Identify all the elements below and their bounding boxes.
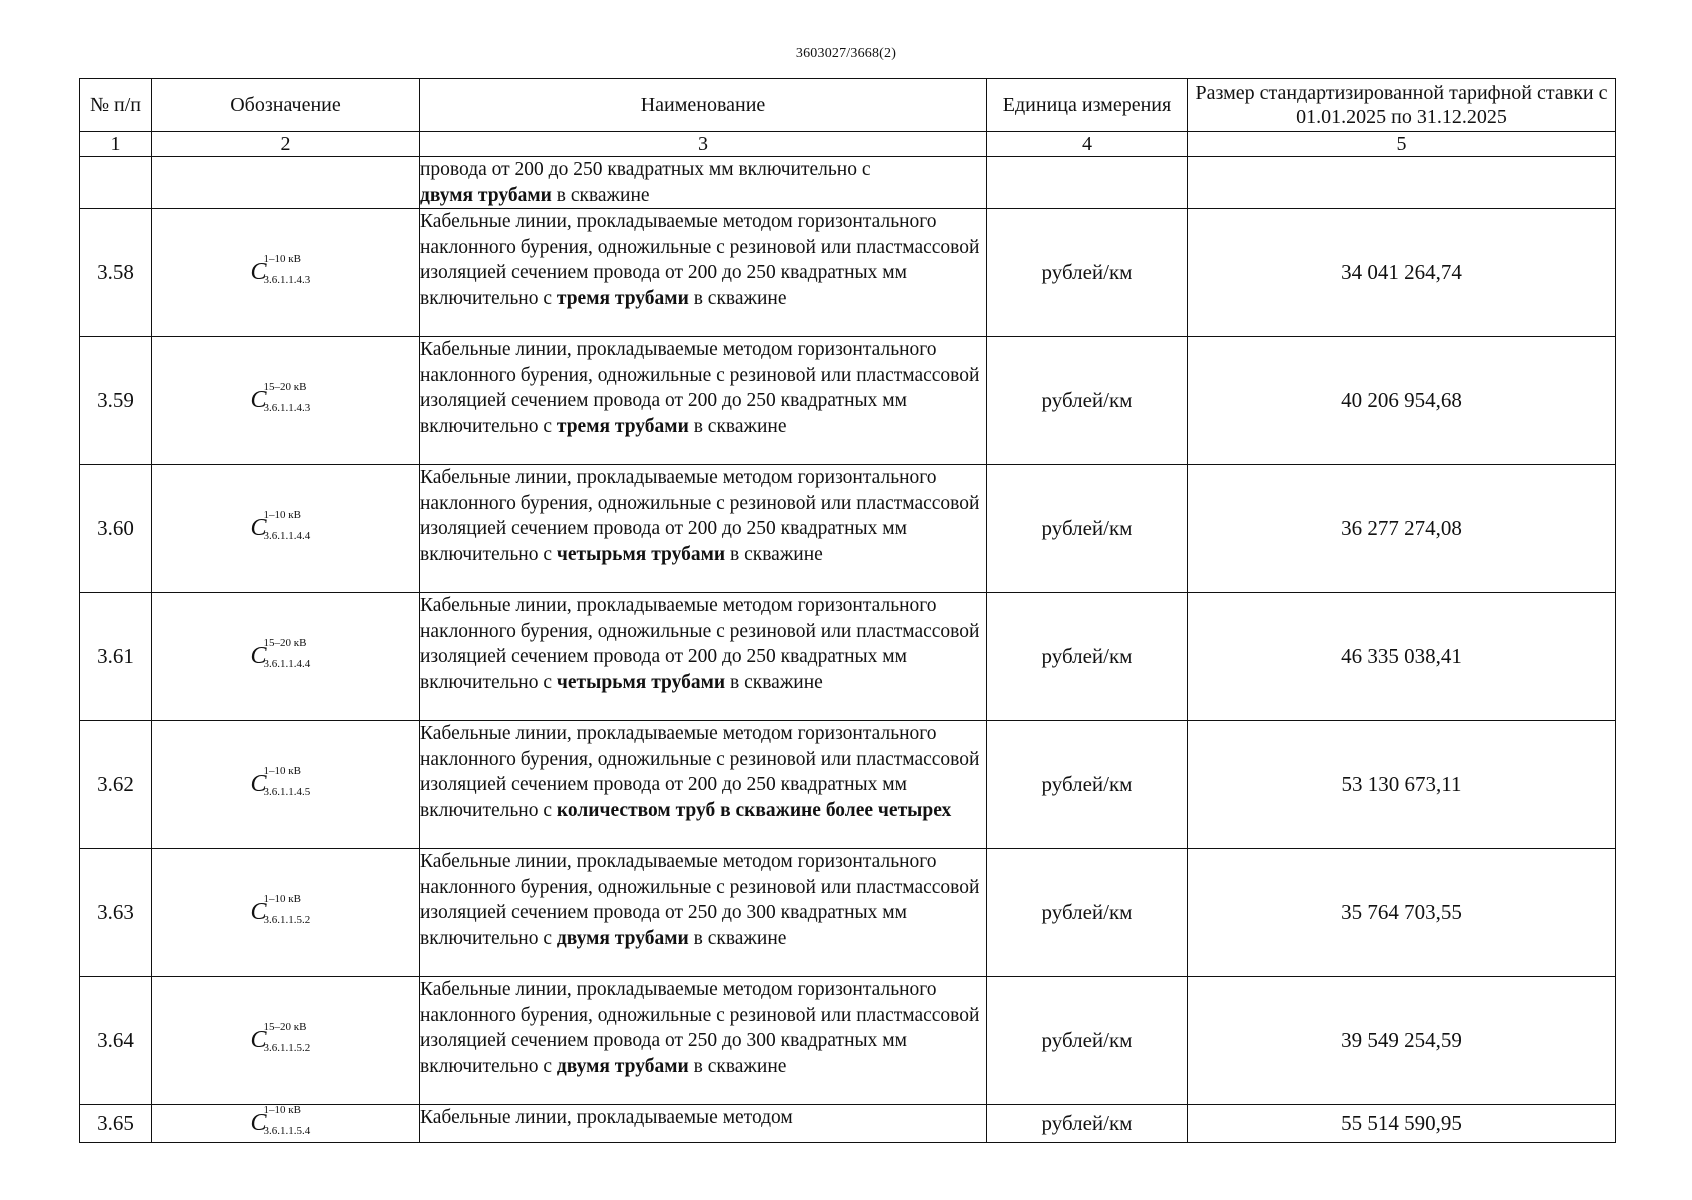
name-tail-text: в скважине — [688, 1055, 787, 1077]
designation-cell — [152, 593, 420, 721]
name-text: Кабельные линии, прокладываемые методом горизонтального наклонного бурения, одножильные с резиновой или пластмассовой изоляцией сечением провода от 250 до 300 квадратных мм включительно с — [420, 979, 980, 1077]
tariff-symbol — [250, 1021, 321, 1054]
tariff-symbol — [250, 765, 321, 798]
table-body — [80, 157, 1616, 1143]
name-text: Кабельные линии, прокладываемые методом — [420, 1107, 793, 1128]
name-cell — [420, 593, 987, 721]
row-number: 3.60 — [80, 465, 152, 593]
name-tail-text: в скважине — [688, 287, 787, 309]
name-tail-text: в скважине — [688, 927, 787, 949]
symbol-subscript: 3.6.1.1.4.4 — [263, 658, 311, 670]
designation-cell — [152, 209, 420, 337]
designation-cell — [152, 721, 420, 849]
symbol-superscript: 1–10 кВ — [263, 253, 301, 265]
unit-cell: рублей/км — [987, 337, 1188, 465]
header-number: № п/п — [80, 79, 152, 132]
row-number: 3.61 — [80, 593, 152, 721]
symbol-base: C — [250, 1027, 267, 1053]
symbol-subscript: 3.6.1.1.4.4 — [263, 530, 311, 542]
symbol-superscript: 15–20 кВ — [263, 1021, 307, 1033]
header-index-3: 3 — [420, 132, 987, 157]
unit-cell: рублей/км — [987, 209, 1188, 337]
tariff-symbol — [250, 509, 321, 542]
unit-cell: рублей/км — [987, 1105, 1188, 1143]
rate-value: 39 549 254,59 — [1188, 977, 1616, 1105]
unit-cell: рублей/км — [987, 465, 1188, 593]
name-text: Кабельные линии, прокладываемые методом горизонтального наклонного бурения, одножильные с резиновой или пластмассовой изоляцией сечением провода от 200 до 250 квадратных мм включительно с — [420, 467, 980, 565]
symbol-base: C — [250, 387, 267, 413]
symbol-superscript: 1–10 кВ — [263, 765, 301, 777]
table-row — [80, 721, 1616, 849]
name-text: Кабельные линии, прокладываемые методом горизонтального наклонного бурения, одножильные с резиновой или пластмассовой изоляцией сечением провода от 200 до 250 квадратных мм включительно с — [420, 211, 980, 309]
name-cell — [420, 337, 987, 465]
row-number: 3.59 — [80, 337, 152, 465]
name-bold-text: тремя трубами — [556, 415, 689, 437]
rate-value: 36 277 274,08 — [1188, 465, 1616, 593]
tariff-table — [79, 78, 1616, 1143]
header-index-4: 4 — [987, 132, 1188, 157]
symbol-subscript: 3.6.1.1.5.2 — [263, 1042, 311, 1054]
designation-cell — [152, 849, 420, 977]
name-cell — [420, 849, 987, 977]
unit-cell: рублей/км — [987, 593, 1188, 721]
symbol-superscript: 1–10 кВ — [263, 509, 301, 521]
row-number: 3.58 — [80, 209, 152, 337]
unit-cell: рублей/км — [987, 849, 1188, 977]
symbol-subscript: 3.6.1.1.5.2 — [263, 914, 311, 926]
tariff-symbol — [250, 381, 321, 414]
designation-cell — [152, 465, 420, 593]
table-row — [80, 209, 1616, 337]
symbol-base: C — [250, 643, 267, 669]
rate-value: 53 130 673,11 — [1188, 721, 1616, 849]
name-bold-text: двумя трубами — [556, 927, 689, 949]
table-header — [80, 79, 1616, 157]
name-tail-text: в скважине — [725, 543, 823, 565]
name-cell — [420, 209, 987, 337]
name-cell — [420, 977, 987, 1105]
name-bold-text: четырьмя трубами — [556, 671, 726, 693]
header-index-1: 1 — [80, 132, 152, 157]
table-row — [80, 1105, 1616, 1143]
designation-cell — [152, 337, 420, 465]
symbol-base: C — [250, 259, 267, 285]
name-bold-text: четырьмя трубами — [556, 543, 726, 565]
unit-cell: рублей/км — [987, 977, 1188, 1105]
symbol-base: C — [250, 1110, 267, 1136]
name-bold-text: двумя трубами — [556, 1055, 689, 1077]
table-row — [80, 849, 1616, 977]
header-rate: Размер стандартизированной тарифной ставки с 01.01.2025 по 31.12.2025 — [1188, 79, 1616, 132]
symbol-subscript: 3.6.1.1.4.3 — [263, 402, 311, 414]
name-text: провода от 200 до 250 квадратных мм включительно с — [420, 159, 871, 180]
name-bold-text: количеством труб в скважине более четырех — [556, 799, 952, 821]
rate-value: 40 206 954,68 — [1188, 337, 1616, 465]
header-unit: Единица измерения — [987, 79, 1188, 132]
table-row — [80, 465, 1616, 593]
symbol-subscript: 3.6.1.1.4.5 — [263, 786, 311, 798]
tariff-symbol — [250, 893, 321, 926]
name-text: Кабельные линии, прокладываемые методом горизонтального наклонного бурения, одножильные с резиновой или пластмассовой изоляцией сечением провода от 200 до 250 квадратных мм включительно с — [420, 339, 980, 437]
rate-value: 55 514 590,95 — [1188, 1105, 1616, 1143]
designation-cell — [152, 977, 420, 1105]
rate-value: 34 041 264,74 — [1188, 209, 1616, 337]
symbol-base: C — [250, 771, 267, 797]
rate-value: 35 764 703,55 — [1188, 849, 1616, 977]
name-cell — [420, 1105, 987, 1143]
name-text: Кабельные линии, прокладываемые методом горизонтального наклонного бурения, одножильные с резиновой или пластмассовой изоляцией сечением провода от 200 до 250 квадратных мм включительно с — [420, 723, 980, 821]
table-row-continuation — [80, 157, 1616, 209]
row-number: 3.62 — [80, 721, 152, 849]
tariff-symbol — [250, 253, 321, 286]
name-bold-text: тремя трубами — [556, 287, 689, 309]
symbol-base: C — [250, 899, 267, 925]
table-row — [80, 337, 1616, 465]
header-name: Наименование — [420, 79, 987, 132]
header-index-2: 2 — [152, 132, 420, 157]
name-tail-text: в скважине — [688, 415, 787, 437]
symbol-superscript: 15–20 кВ — [263, 381, 307, 393]
document-number: 3603027/3668(2) — [795, 46, 897, 61]
tariff-symbol — [250, 1104, 321, 1137]
tariff-symbol — [250, 637, 321, 670]
rate-value: 46 335 038,41 — [1188, 593, 1616, 721]
header-designation: Обозначение — [152, 79, 420, 132]
unit-cell: рублей/км — [987, 721, 1188, 849]
name-cell — [420, 157, 987, 209]
symbol-superscript: 1–10 кВ — [263, 1104, 301, 1116]
name-text: Кабельные линии, прокладываемые методом горизонтального наклонного бурения, одножильные с резиновой или пластмассовой изоляцией сечением провода от 200 до 250 квадратных мм включительно с — [420, 595, 980, 693]
symbol-subscript: 3.6.1.1.5.4 — [263, 1125, 311, 1137]
symbol-subscript: 3.6.1.1.4.3 — [263, 274, 311, 286]
row-number: 3.64 — [80, 977, 152, 1105]
row-number: 3.65 — [80, 1105, 152, 1143]
name-tail-text: в скважине — [725, 671, 823, 693]
symbol-superscript: 1–10 кВ — [263, 893, 301, 905]
symbol-base: C — [250, 515, 267, 541]
designation-cell — [152, 1105, 420, 1143]
name-tail-text: в скважине — [551, 184, 650, 206]
header-index-5: 5 — [1188, 132, 1616, 157]
table-row — [80, 977, 1616, 1105]
name-cell — [420, 721, 987, 849]
name-cell — [420, 465, 987, 593]
row-number: 3.63 — [80, 849, 152, 977]
name-bold-text: двумя трубами — [420, 184, 552, 206]
name-text: Кабельные линии, прокладываемые методом горизонтального наклонного бурения, одножильные с резиновой или пластмассовой изоляцией сечением провода от 250 до 300 квадратных мм включительно с — [420, 851, 980, 949]
symbol-superscript: 15–20 кВ — [263, 637, 307, 649]
table-row — [80, 593, 1616, 721]
